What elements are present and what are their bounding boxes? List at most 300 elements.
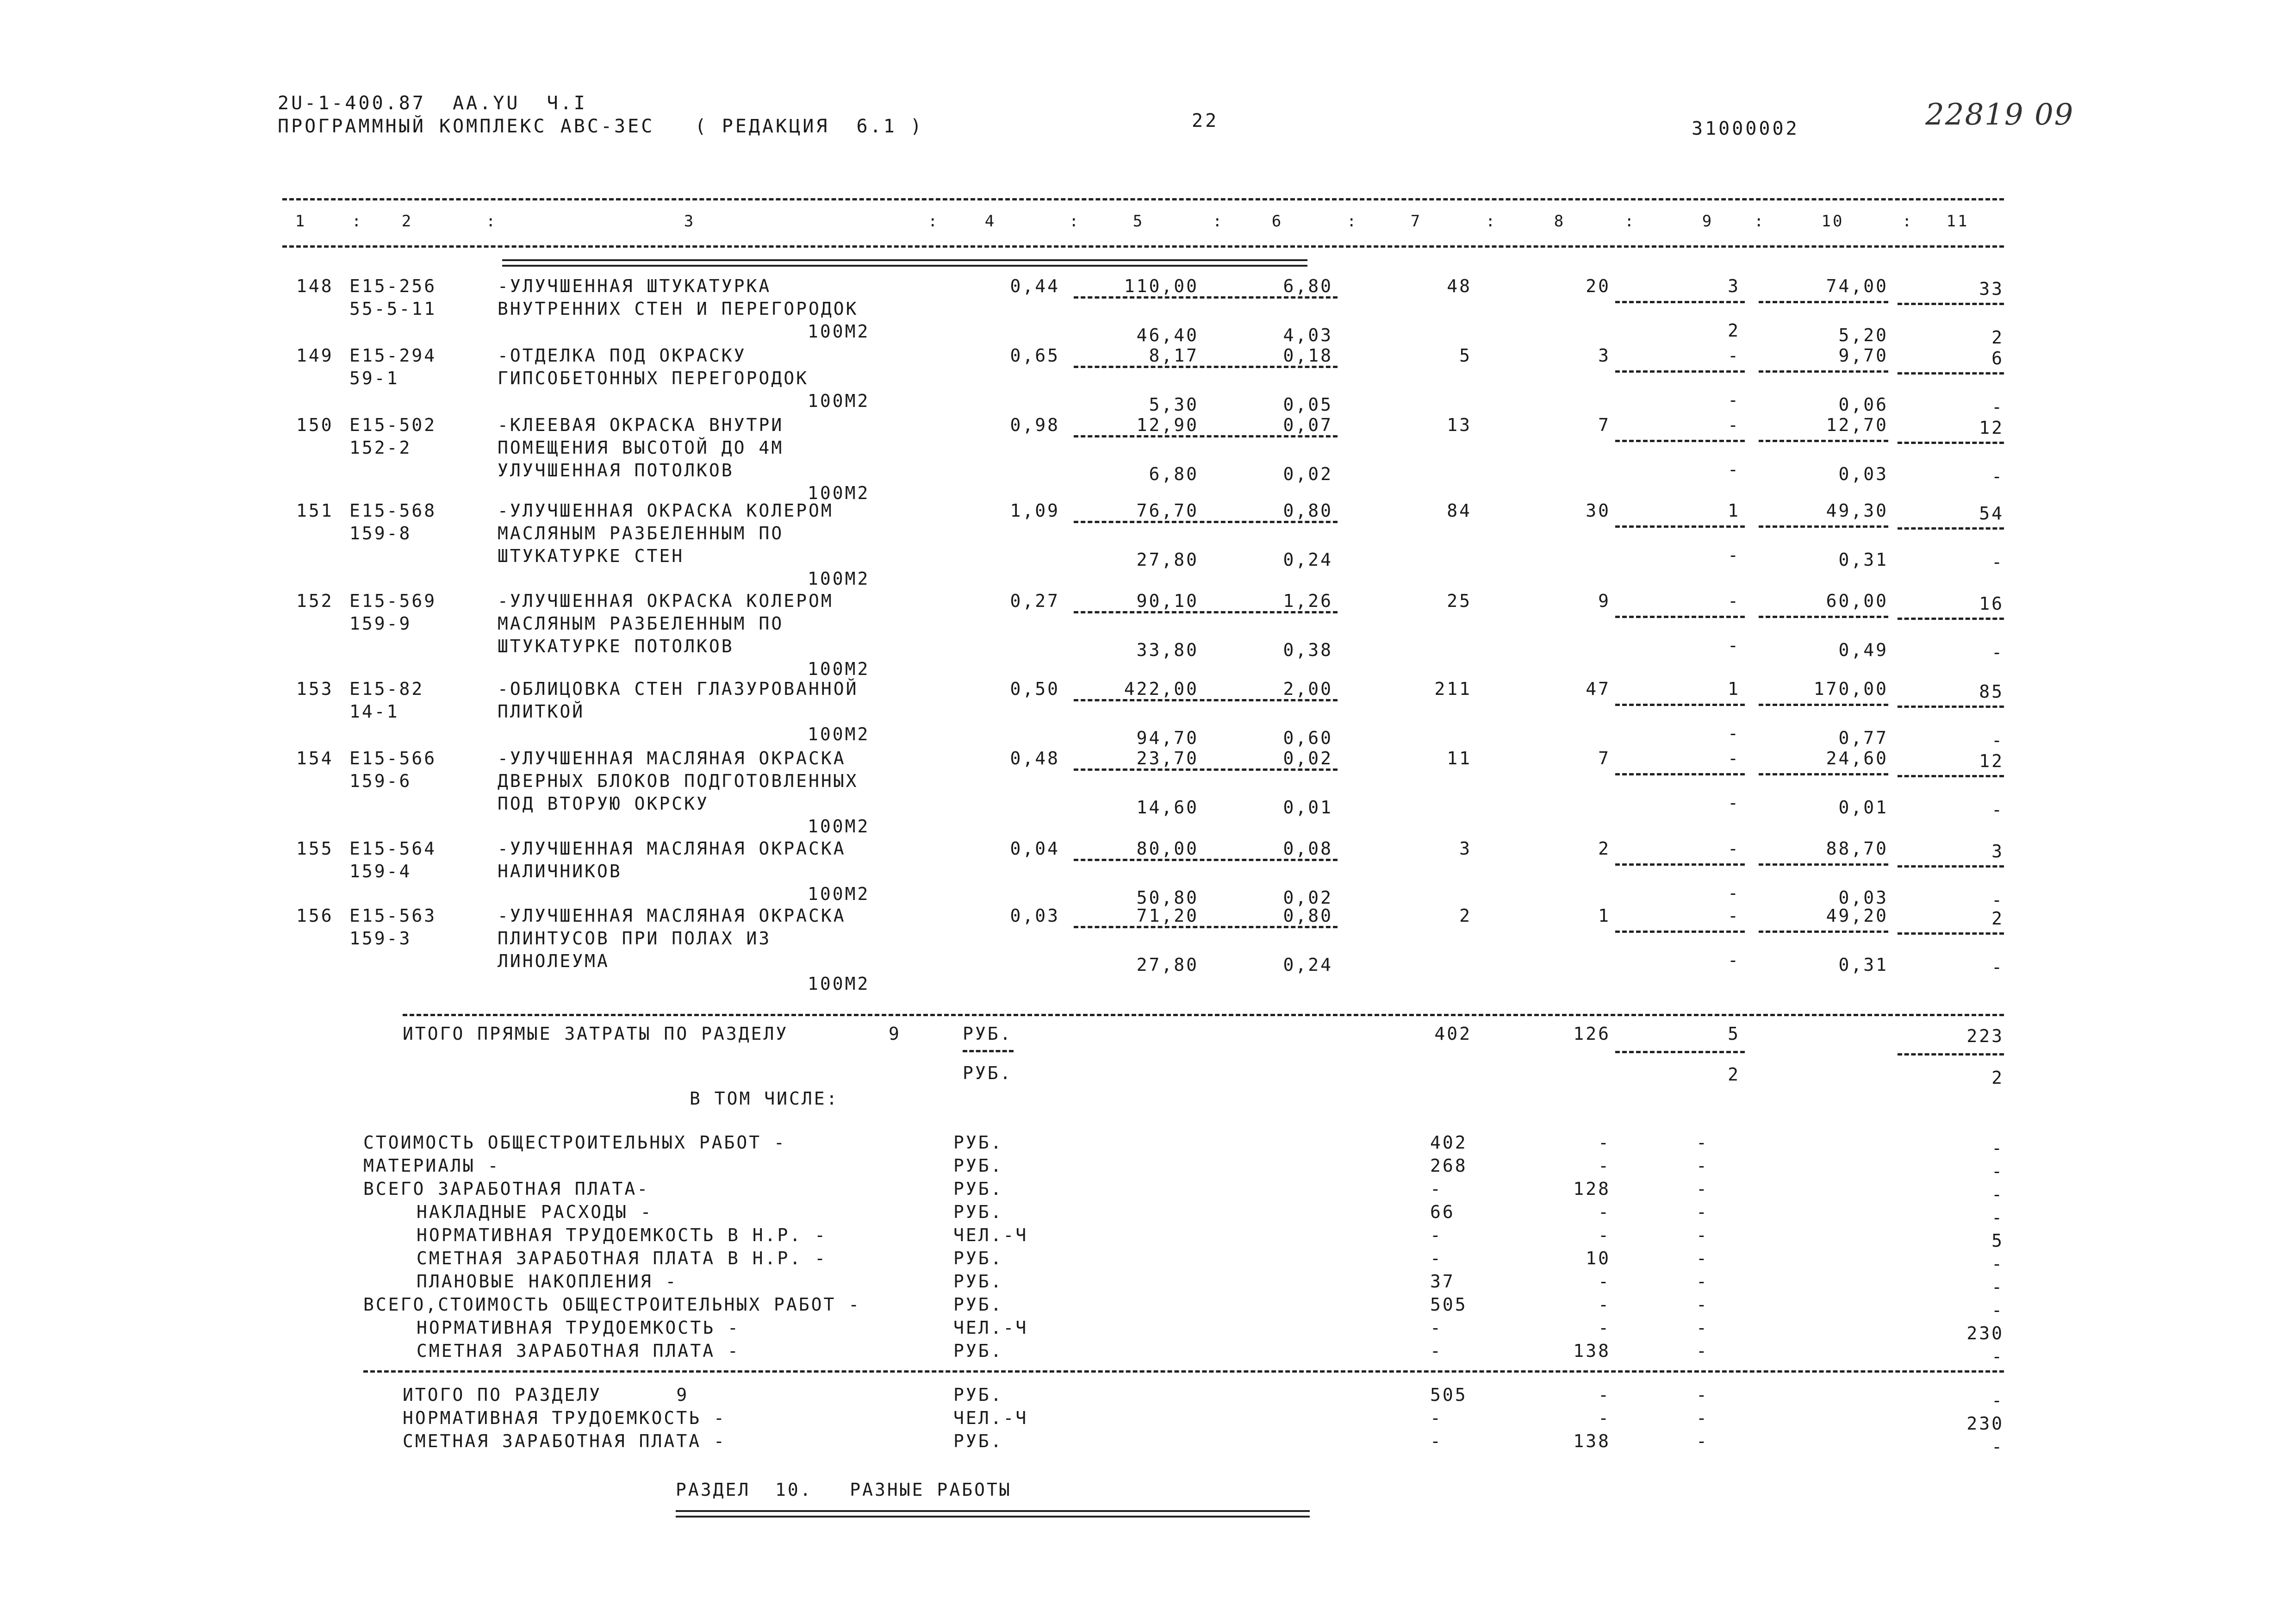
sub-rule (1898, 442, 2004, 444)
section-total-labor: - (1991, 1390, 2004, 1411)
norm-code: 14-1 (349, 701, 399, 722)
work-description: ГИПСОБЕТОННЫХ ПЕРЕГОРОДОК (498, 368, 809, 388)
labor-operators-total: - (1991, 957, 2004, 977)
breakdown-label: СТОИМОСТЬ ОБЩЕСТРОИТЕЛЬНЫХ РАБОТ - (363, 1132, 786, 1153)
breakdown-machines: - (1696, 1132, 1709, 1153)
column-header-10: 10 (1821, 212, 1844, 231)
unit-cost: 90,10 (1136, 591, 1199, 611)
quantity: 0,04 (1010, 838, 1060, 859)
unit-wage-operators: 0,05 (1283, 394, 1333, 415)
row-number: 155 (296, 838, 334, 859)
measure-unit: 100М2 (808, 659, 870, 679)
machine-wage: - (1728, 390, 1740, 410)
row-number: 154 (296, 748, 334, 768)
section-total-label: НОРМАТИВНАЯ ТРУДОЕМКОСТЬ - (403, 1408, 726, 1428)
work-description: ПОМЕЩЕНИЯ ВЫСОТОЙ ДО 4М (498, 437, 784, 458)
sub-rule (1759, 773, 1888, 775)
work-description: -УЛУЧШЕННАЯ ОКРАСКА КОЛЕРОМ (498, 500, 834, 521)
work-description: ВНУТРЕННИХ СТЕН И ПЕРЕГОРОДОК (498, 299, 859, 319)
labor-operators-total: - (1991, 730, 2004, 750)
breakdown-cost: 505 (1430, 1294, 1468, 1315)
price-code: Е15-294 (349, 345, 437, 366)
row-number: 156 (296, 906, 334, 926)
norm-code: 159-3 (349, 928, 412, 949)
machine-wage: 2 (1728, 320, 1740, 341)
quantity: 0,65 (1010, 345, 1060, 366)
norm-code: 159-8 (349, 523, 412, 543)
sub-rule (1898, 775, 2004, 777)
labor-per-unit: 24,60 (1826, 748, 1888, 768)
total-cost: 5 (1459, 345, 1472, 366)
unit-wage-operators: 0,24 (1283, 955, 1333, 975)
work-description: -УЛУЧШЕННАЯ ШТУКАТУРКА (498, 276, 772, 296)
sub-rule (1615, 370, 1745, 373)
section-total-label: СМЕТНАЯ ЗАРАБОТНАЯ ПЛАТА - (403, 1431, 726, 1451)
unit-wage-operators: 0,38 (1283, 640, 1333, 660)
norm-code: 59-1 (349, 368, 399, 388)
sub-rule (1759, 440, 1888, 442)
price-code: Е15-563 (349, 906, 437, 926)
work-description: МАСЛЯНЫМ РАЗБЕЛЕННЫМ ПО (498, 523, 784, 543)
labor-total: 85 (1979, 681, 2004, 702)
breakdown-wage: - (1598, 1294, 1611, 1315)
unit-cost-operators: 14,60 (1136, 797, 1199, 818)
labor-operators: 0,03 (1838, 464, 1888, 484)
section-total-machines: - (1696, 1431, 1709, 1451)
work-description: ШТУКАТУРКЕ ПОТОЛКОВ (498, 636, 734, 656)
total-direct-label: ИТОГО ПРЯМЫЕ ЗАТРАТЫ ПО РАЗДЕЛУ (403, 1024, 789, 1044)
labor-operators: 0,01 (1838, 797, 1888, 818)
quantity: 0,50 (1010, 679, 1060, 699)
breakdown-cost: - (1430, 1248, 1443, 1268)
total-wage: 2 (1598, 838, 1611, 859)
total-cost: 3 (1459, 838, 1472, 859)
unit-wage: 0,07 (1283, 415, 1333, 435)
labor-operators: 0,77 (1838, 728, 1888, 748)
breakdown-machines: - (1696, 1341, 1709, 1361)
sub-rule (1615, 525, 1745, 528)
breakdown-label: МАТЕРИАЛЫ - (363, 1156, 500, 1176)
row-number: 149 (296, 345, 334, 366)
column-header-6: 6 (1271, 212, 1283, 231)
quantity: 0,03 (1010, 906, 1060, 926)
breakdown-wage: 10 (1586, 1248, 1611, 1268)
column-separator: : (1624, 212, 1636, 231)
unit-cost: 71,20 (1136, 906, 1199, 926)
total-wage: 7 (1598, 748, 1611, 768)
norm-code: 159-6 (349, 771, 412, 791)
work-description: ЛИНОЛЕУМА (498, 951, 610, 971)
column-separator: : (1069, 212, 1081, 231)
breakdown-machines: - (1696, 1225, 1709, 1245)
column-header-8: 8 (1554, 212, 1566, 231)
machine-cost: 1 (1728, 679, 1740, 699)
sub-rule (1074, 699, 1338, 701)
labor-total: 6 (1991, 348, 2004, 369)
work-description: ПОД ВТОРУЮ ОКРСКУ (498, 793, 709, 814)
measure-unit: 100М2 (808, 884, 870, 904)
sub-rule (1898, 372, 2004, 375)
row-number: 148 (296, 276, 334, 296)
total-cost: 48 (1447, 276, 1472, 296)
work-description: -УЛУЧШЕННАЯ МАСЛЯНАЯ ОКРАСКА (498, 906, 846, 926)
breakdown-cost: 66 (1430, 1202, 1455, 1222)
total-wage: 47 (1586, 679, 1611, 699)
breakdown-machines: - (1696, 1318, 1709, 1338)
section-total-unit: РУБ. (953, 1431, 1003, 1451)
machine-cost: - (1728, 906, 1740, 926)
norm-code: 159-9 (349, 613, 412, 634)
unit-wage: 0,80 (1283, 906, 1333, 926)
column-separator: : (928, 212, 940, 231)
machine-cost: - (1728, 591, 1740, 611)
sub-rule (1074, 366, 1338, 368)
sub-rule (1759, 301, 1888, 303)
sub-rule (1615, 863, 1745, 866)
quantity: 0,27 (1010, 591, 1060, 611)
sub-rule (1759, 616, 1888, 618)
breakdown-machines: - (1696, 1294, 1709, 1315)
total-wage: 7 (1598, 415, 1611, 435)
section-total-cost: - (1430, 1408, 1443, 1428)
labor-operators: 0,06 (1838, 394, 1888, 415)
sub-rule (1074, 296, 1338, 299)
work-description: -УЛУЧШЕННАЯ МАСЛЯНАЯ ОКРАСКА (498, 748, 846, 768)
breakdown-label: НАКЛАДНЫЕ РАСХОДЫ - (417, 1202, 653, 1222)
measure-unit: 100М2 (808, 816, 870, 837)
unit-cost-operators: 27,80 (1136, 955, 1199, 975)
sub-rule (1615, 931, 1745, 933)
total-direct-labor-operators: 2 (1991, 1068, 2004, 1088)
work-description: ПЛИТКОЙ (498, 701, 585, 722)
sub-rule (1074, 521, 1338, 523)
labor-per-unit: 12,70 (1826, 415, 1888, 435)
work-description: -ОБЛИЦОВКА СТЕН ГЛАЗУРОВАННОЙ (498, 679, 859, 699)
breakdown-machines: - (1696, 1202, 1709, 1222)
total-cost: 84 (1447, 500, 1472, 521)
price-code: Е15-568 (349, 500, 437, 521)
labor-total: 16 (1979, 593, 2004, 614)
machine-cost: 1 (1728, 500, 1740, 521)
breakdown-wage: - (1598, 1202, 1611, 1222)
total-direct-machines: 5 (1728, 1024, 1740, 1044)
breakdown-wage: - (1598, 1225, 1611, 1245)
row-number: 152 (296, 591, 334, 611)
total-direct-unit: РУБ. (963, 1024, 1013, 1044)
next-section-double-rule (676, 1510, 1310, 1518)
sub-rule (1898, 706, 2004, 708)
unit-cost-operators: 33,80 (1136, 640, 1199, 660)
breakdown-cost: - (1430, 1179, 1443, 1199)
archive-stamp: 22819 09 (1925, 98, 2074, 132)
column-header-5: 5 (1132, 212, 1145, 231)
unit-wage: 6,80 (1283, 276, 1333, 296)
column-separator: : (1213, 212, 1224, 231)
total-wage: 3 (1598, 345, 1611, 366)
machine-wage: - (1728, 793, 1740, 813)
unit-cost-operators: 27,80 (1136, 550, 1199, 570)
labor-total: 12 (1979, 418, 2004, 438)
section-total-wage: - (1598, 1408, 1611, 1428)
sub-rule (1074, 435, 1338, 437)
section-total-labor: - (1991, 1437, 2004, 1457)
header-top-rule (282, 198, 2004, 200)
price-code: Е15-256 (349, 276, 437, 296)
breakdown-labor: 230 (1966, 1323, 2004, 1343)
total-wage: 20 (1586, 276, 1611, 296)
breakdown-label: НОРМАТИВНАЯ ТРУДОЕМКОСТЬ В Н.Р. - (417, 1225, 827, 1245)
norm-code: 55-5-11 (349, 299, 437, 319)
labor-per-unit: 74,00 (1826, 276, 1888, 296)
breakdown-label: СМЕТНАЯ ЗАРАБОТНАЯ ПЛАТА - (417, 1341, 740, 1361)
total-wage: 30 (1586, 500, 1611, 521)
breakdown-unit: ЧЕЛ.-Ч (953, 1225, 1028, 1245)
unit-wage: 1,26 (1283, 591, 1333, 611)
total-direct-cost: 402 (1434, 1024, 1472, 1044)
breakdown-label: ВСЕГО ЗАРАБОТНАЯ ПЛАТА- (363, 1179, 650, 1199)
labor-operators-total: - (1991, 800, 2004, 820)
breakdown-wage: 128 (1573, 1179, 1611, 1199)
total-wage: 9 (1598, 591, 1611, 611)
unit-cost: 80,00 (1136, 838, 1199, 859)
unit-cost: 8,17 (1149, 345, 1199, 366)
sub-rule (1615, 1051, 1745, 1053)
labor-per-unit: 60,00 (1826, 591, 1888, 611)
row-number: 150 (296, 415, 334, 435)
breakdown-machines: - (1696, 1156, 1709, 1176)
section-total-machines: - (1696, 1385, 1709, 1405)
total-direct-section: 9 (889, 1024, 901, 1044)
breakdown-cost: - (1430, 1318, 1443, 1338)
total-cost: 2 (1459, 906, 1472, 926)
section-totals-rule (363, 1370, 2004, 1373)
unit-cost: 23,70 (1136, 748, 1199, 768)
breakdown-unit: РУБ. (953, 1156, 1003, 1176)
measure-unit: 100М2 (808, 321, 870, 342)
row-number: 151 (296, 500, 334, 521)
machine-wage: - (1728, 545, 1740, 565)
sub-rule (1615, 704, 1745, 706)
work-description: -УЛУЧШЕННАЯ МАСЛЯНАЯ ОКРАСКА (498, 838, 846, 859)
machine-wage: - (1728, 635, 1740, 656)
breakdown-unit: РУБ. (953, 1248, 1003, 1268)
breakdown-unit: РУБ. (953, 1179, 1003, 1199)
measure-unit: 100М2 (808, 568, 870, 589)
unit-wage-operators: 0,60 (1283, 728, 1333, 748)
section-total-machines: - (1696, 1408, 1709, 1428)
work-description: МАСЛЯНЫМ РАЗБЕЛЕННЫМ ПО (498, 613, 784, 634)
total-direct-wage: 126 (1573, 1024, 1611, 1044)
section-total-labor: 230 (1966, 1413, 2004, 1434)
breakdown-cost: 402 (1430, 1132, 1468, 1153)
section-double-rule (502, 259, 1307, 267)
breakdown-labor: - (1991, 1346, 2004, 1367)
sub-rule (1074, 926, 1338, 928)
norm-code: 159-4 (349, 861, 412, 881)
sub-rule (1898, 527, 2004, 530)
section-total-cost: - (1430, 1431, 1443, 1451)
labor-total: 3 (1991, 841, 2004, 862)
sheet-code: 31000002 (1692, 118, 1799, 139)
column-separator: : (1754, 212, 1766, 231)
unit-wage: 0,80 (1283, 500, 1333, 521)
work-description: -КЛЕЕВАЯ ОКРАСКА ВНУТРИ (498, 415, 784, 435)
sub-rule (1615, 301, 1745, 303)
quantity: 0,44 (1010, 276, 1060, 296)
quantity: 0,98 (1010, 415, 1060, 435)
unit-cost-operators: 50,80 (1136, 887, 1199, 908)
breakdown-wage: - (1598, 1318, 1611, 1338)
breakdown-wage: - (1598, 1132, 1611, 1153)
unit-cost-operators: 46,40 (1136, 325, 1199, 345)
breakdown-unit: РУБ. (953, 1294, 1003, 1315)
breakdown-wage: 138 (1573, 1341, 1611, 1361)
breakdown-unit: РУБ. (953, 1271, 1003, 1292)
breakdown-wage: - (1598, 1156, 1611, 1176)
section-total-unit: РУБ. (953, 1385, 1003, 1405)
sub-rule (1759, 370, 1888, 373)
unit-wage-operators: 0,01 (1283, 797, 1333, 818)
price-code: Е15-569 (349, 591, 437, 611)
section-total-unit: ЧЕЛ.-Ч (953, 1408, 1028, 1428)
section-total-wage: - (1598, 1385, 1611, 1405)
labor-per-unit: 9,70 (1838, 345, 1888, 366)
sub-rule (1074, 859, 1338, 861)
page-number: 22 (1192, 110, 1219, 131)
work-description: УЛУЧШЕННАЯ ПОТОЛКОВ (498, 460, 734, 481)
sub-rule (1759, 863, 1888, 866)
column-separator: : (486, 212, 498, 231)
work-description: ШТУКАТУРКЕ СТЕН (498, 546, 684, 566)
document-code: 2U-1-400.87 AA.YU Ч.I (278, 93, 587, 114)
breakdown-machines: - (1696, 1179, 1709, 1199)
column-header-11: 11 (1946, 212, 1969, 231)
work-description: НАЛИЧНИКОВ (498, 861, 622, 881)
work-description: ПЛИНТУСОВ ПРИ ПОЛАХ ИЗ (498, 928, 772, 949)
column-separator: : (1347, 212, 1358, 231)
total-cost: 11 (1447, 748, 1472, 768)
column-separator: : (1486, 212, 1497, 231)
total-wage: 1 (1598, 906, 1611, 926)
sub-rule (1898, 303, 2004, 305)
norm-code: 152-2 (349, 437, 412, 458)
unit-wage: 2,00 (1283, 679, 1333, 699)
total-cost: 25 (1447, 591, 1472, 611)
unit-cost: 110,00 (1124, 276, 1199, 296)
quantity: 1,09 (1010, 500, 1060, 521)
sub-rule (1898, 1053, 2004, 1056)
sub-rule (1898, 932, 2004, 935)
labor-total: 33 (1979, 279, 2004, 299)
breakdown-unit: ЧЕЛ.-Ч (953, 1318, 1028, 1338)
price-code: Е15-82 (349, 679, 424, 699)
labor-operators-total: - (1991, 642, 2004, 662)
breakdown-wage: - (1598, 1271, 1611, 1292)
sub-rule (1074, 611, 1338, 613)
labor-per-unit: 170,00 (1813, 679, 1888, 699)
breakdown-machines: - (1696, 1248, 1709, 1268)
sub-rule (1898, 618, 2004, 620)
breakdown-machines: - (1696, 1271, 1709, 1292)
breakdown-label: ВСЕГО,СТОИМОСТЬ ОБЩЕСТРОИТЕЛЬНЫХ РАБОТ - (363, 1294, 861, 1315)
sub-rule (1615, 616, 1745, 618)
section-total-wage: 138 (1573, 1431, 1611, 1451)
unit-wage-operators: 4,03 (1283, 325, 1333, 345)
quantity: 0,48 (1010, 748, 1060, 768)
labor-operators: 0,31 (1838, 955, 1888, 975)
unit-cost-operators: 94,70 (1136, 728, 1199, 748)
labor-total: 12 (1979, 751, 2004, 771)
unit-wage-operators: 0,02 (1283, 464, 1333, 484)
labor-operators-total: 2 (1991, 327, 2004, 348)
column-header-7: 7 (1410, 212, 1422, 231)
row-number: 153 (296, 679, 334, 699)
column-header-2: 2 (401, 212, 413, 231)
unit-wage: 0,18 (1283, 345, 1333, 366)
unit-cost: 12,90 (1136, 415, 1199, 435)
breakdown-cost: - (1430, 1225, 1443, 1245)
measure-unit: 100М2 (808, 483, 870, 503)
breakdown-label: НОРМАТИВНАЯ ТРУДОЕМКОСТЬ - (417, 1318, 740, 1338)
breakdown-labor: - (1991, 1184, 2004, 1205)
work-description: ДВЕРНЫХ БЛОКОВ ПОДГОТОВЛЕННЫХ (498, 771, 859, 791)
labor-operators: 5,20 (1838, 325, 1888, 345)
unit-cost-operators: 6,80 (1149, 464, 1199, 484)
unit-wage-operators: 0,02 (1283, 887, 1333, 908)
breakdown-unit: РУБ. (953, 1132, 1003, 1153)
breakdown-labor: - (1991, 1161, 2004, 1181)
header-bottom-rule (282, 245, 2004, 248)
breakdown-unit: РУБ. (953, 1202, 1003, 1222)
including-heading: В ТОМ ЧИСЛЕ: (690, 1088, 839, 1109)
column-header-3: 3 (684, 212, 696, 231)
machine-cost: - (1728, 748, 1740, 768)
column-header-1: 1 (295, 212, 307, 231)
machine-wage: - (1728, 950, 1740, 970)
labor-operators: 0,31 (1838, 550, 1888, 570)
breakdown-labor: - (1991, 1300, 2004, 1320)
price-code: Е15-564 (349, 838, 437, 859)
totals-top-rule (403, 1014, 2004, 1016)
labor-total: 54 (1979, 503, 2004, 524)
breakdown-labor: - (1991, 1138, 2004, 1158)
labor-operators-total: - (1991, 890, 2004, 910)
breakdown-labor: - (1991, 1207, 2004, 1228)
unit-cost: 76,70 (1136, 500, 1199, 521)
breakdown-labor: 5 (1991, 1230, 2004, 1251)
column-header-4: 4 (984, 212, 996, 231)
machine-cost: 3 (1728, 276, 1740, 296)
unit-cost-operators: 5,30 (1149, 394, 1199, 415)
sub-rule (1759, 525, 1888, 528)
sub-rule (1759, 931, 1888, 933)
unit-wage: 0,02 (1283, 748, 1333, 768)
machine-cost: - (1728, 838, 1740, 859)
total-direct-unit-operators: РУБ. (963, 1063, 1013, 1083)
breakdown-cost: - (1430, 1341, 1443, 1361)
measure-unit: 100М2 (808, 391, 870, 411)
labor-per-unit: 49,20 (1826, 906, 1888, 926)
machine-wage: - (1728, 723, 1740, 743)
sub-rule (1615, 773, 1745, 775)
sub-rule (1898, 865, 2004, 868)
machine-wage: - (1728, 883, 1740, 903)
next-section-title: РАЗДЕЛ 10. РАЗНЫЕ РАБОТЫ (676, 1480, 1012, 1500)
price-code: Е15-502 (349, 415, 437, 435)
unit-wage: 0,08 (1283, 838, 1333, 859)
total-direct-machine-wage: 2 (1728, 1064, 1740, 1085)
measure-unit: 100М2 (808, 724, 870, 744)
